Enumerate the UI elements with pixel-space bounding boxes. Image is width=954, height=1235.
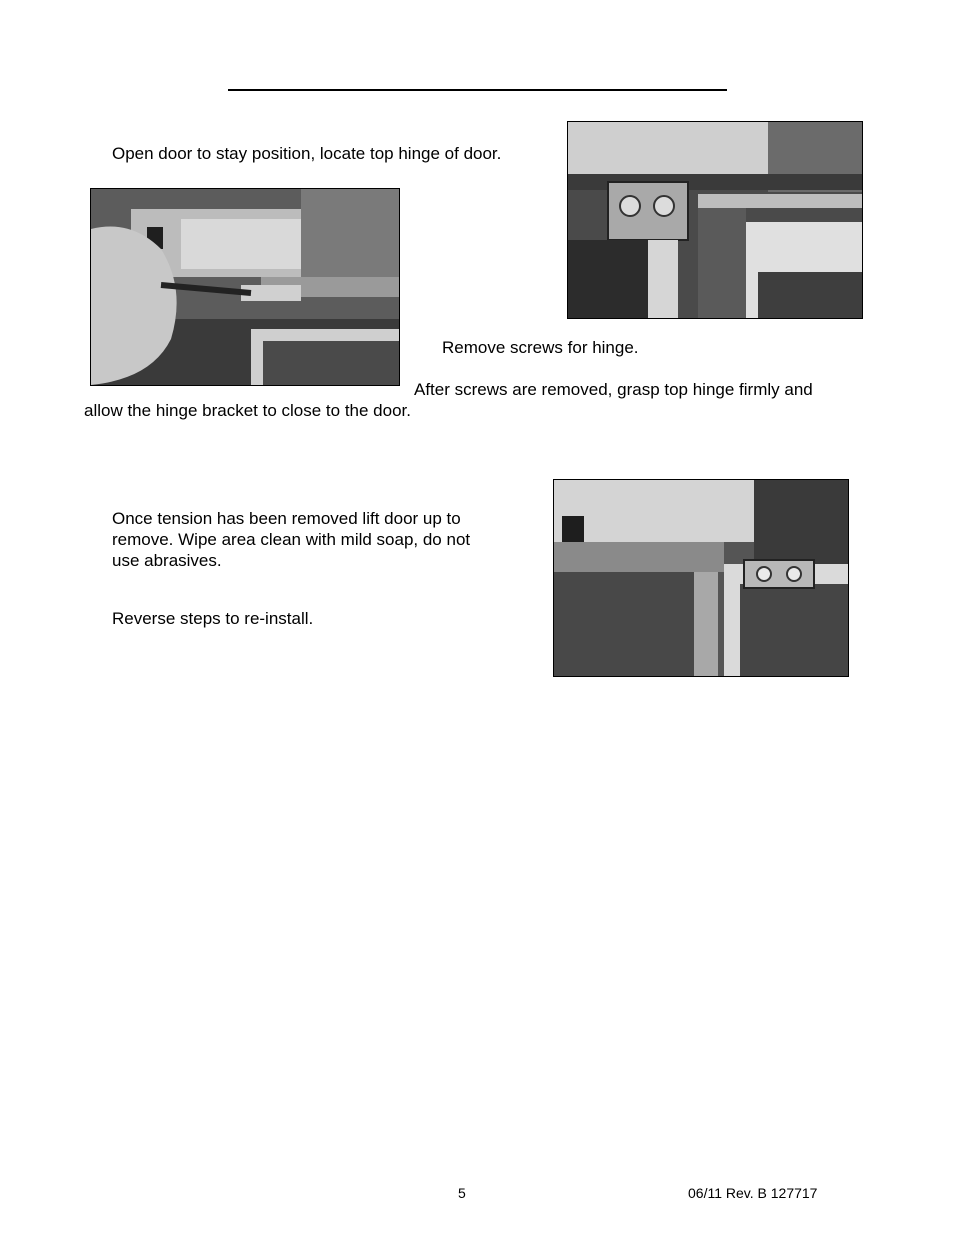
- photo-top-hinge: [567, 121, 863, 319]
- step-remove-screws-text: Remove screws for hinge.: [442, 338, 639, 357]
- page-number: 5: [458, 1185, 466, 1201]
- step-open-door-text: Open door to stay position, locate top hinge of door.: [112, 144, 502, 163]
- step-grasp-hinge-text-line2: allow the hinge bracket to close to the door.: [84, 401, 411, 420]
- step-lift-door-text-line2: remove. Wipe area clean with mild soap, do not: [112, 530, 471, 549]
- photo-remove-screws: [90, 188, 400, 386]
- step-reinstall-text: Reverse steps to re-install.: [112, 609, 314, 628]
- step-lift-door-text-line3: use abrasives.: [112, 551, 222, 570]
- revision-code: 06/11 Rev. B 127717: [688, 1185, 818, 1201]
- step-lift-door-text-line1: Once tension has been removed lift door up to: [112, 509, 461, 528]
- photo-hinge-closed: [553, 479, 849, 677]
- step-grasp-hinge-text-line1: After screws are removed, grasp top hinge firmly and: [414, 380, 813, 399]
- heading-rule: [228, 89, 727, 91]
